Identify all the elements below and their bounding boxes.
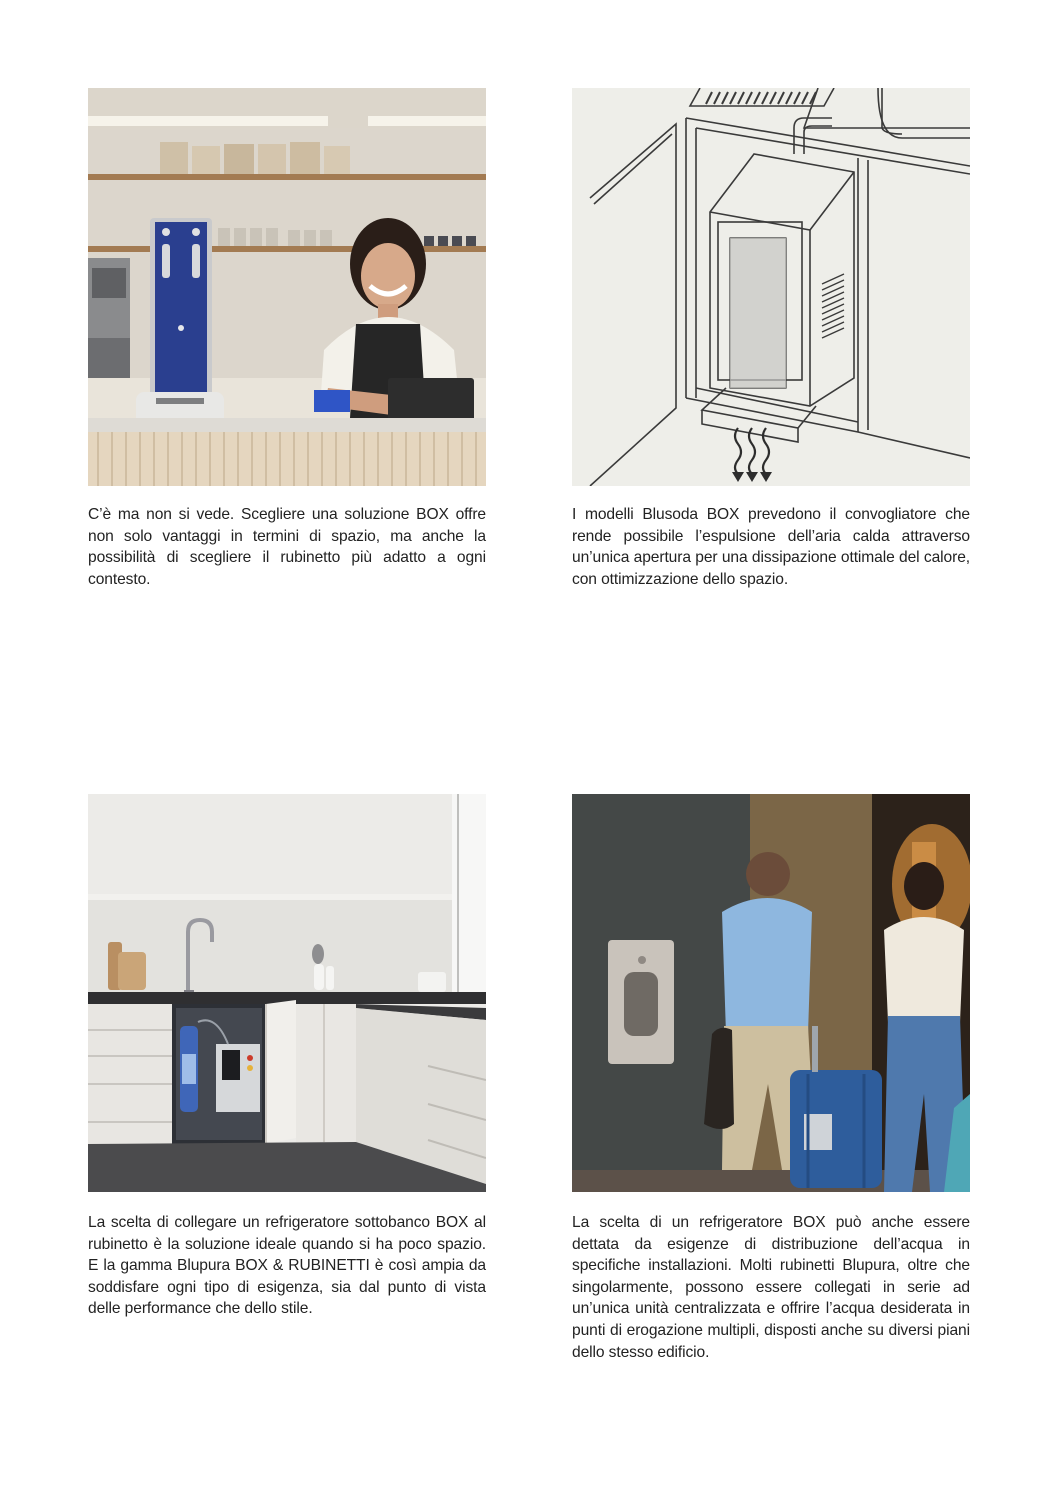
- kitchen-illustration: [88, 794, 486, 1192]
- caption-1: C’è ma non si vede. Scegliere una soluzione BOX offre non solo vantaggi in termini di spazio, ma anche la possibilità di scegliere il rubinetto più adatto a ogni contesto.: [88, 506, 486, 588]
- cabinet-illustration: [572, 88, 970, 486]
- photo-kitchen: [88, 794, 486, 1192]
- barista-illustration: [88, 88, 486, 486]
- photo-barista: [88, 88, 486, 486]
- caption-2: I modelli Blusoda BOX prevedono il convogliatore che rende possibile l’espulsione dell’aria calda attraverso un’unica apertura per una dissipazione ottimale del calore, con ottimizzazione dello spazio.: [572, 506, 970, 588]
- drawing-cabinet: [572, 88, 970, 486]
- caption-3: La scelta di collegare un refrigeratore sottobanco BOX al rubinetto è la soluzione ideale quando si ha poco spazio. E la gamma Blupura BOX & RUBINETTI è così ampia da soddisfare ogni tipo di esigenza, sia dal punto di vista delle performance che dello stile.: [88, 1214, 486, 1318]
- hotel-illustration: [572, 794, 970, 1192]
- photo-hotel: [572, 794, 970, 1192]
- caption-4: La scelta di un refrigeratore BOX può anche essere dettata da esigenze di distribuzione dell’acqua in specifiche installazioni. Molti rubinetti Blupura, oltre che singolarmente, possono essere collegati in serie ad un’unica unità centralizzata e offrire l’acqua desiderata in punti di erogazione multipli, disposti anche su diversi piani dello stesso edificio.: [572, 1214, 970, 1361]
